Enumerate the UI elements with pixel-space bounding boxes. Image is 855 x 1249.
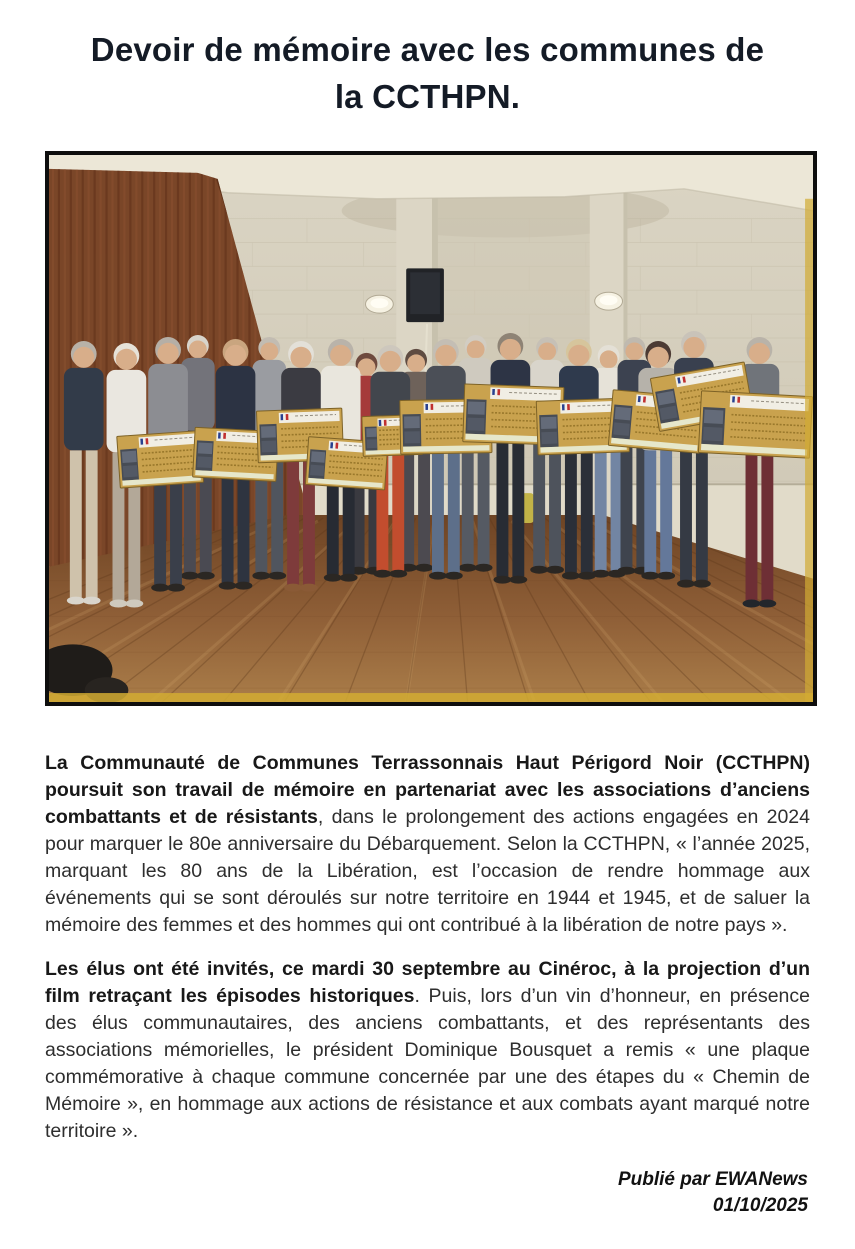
paragraph-1-rest: , dans le prolongement des actions engagées en 2024 pour marquer le 80e anniversaire du Débarquement. Selon la CCTHPN, « l’année 2025, marquant les 80 ans de la Libération, est l’occasion de rendre hommage aux événements qui se sont déroulés sur notre territoire en 1944 et 1945, et de saluer la mémoire des femmes et des hommes qui ont contribué à la libération de notre pays ». xyxy=(45,806,810,936)
article-body xyxy=(45,750,810,1145)
gold-edge-right xyxy=(805,199,813,702)
paragraph-2-lead: Les élus ont été invités, ce mardi 30 septembre au Cinéroc, à la projection d’un film retraçant les épisodes historiques xyxy=(45,958,810,1007)
page-title: Devoir de mémoire avec les communes de la CCTHPN. xyxy=(90,31,765,115)
plaque xyxy=(698,391,812,458)
paragraph-2-rest: . Puis, lors d’un vin d’honneur, en présence des élus communautaires, des anciens combattants, et des représentants des associations mémorielles, le président Dominique Bousquet a remis « une plaque commémorative à chaque commune concernée par une des étapes du « Chemin de Mémoire », en hommage aux actions de résistance et aux combats ayant marqué notre territoire ». xyxy=(45,985,810,1142)
plaque xyxy=(117,431,204,488)
paragraph-1 xyxy=(45,750,810,939)
article-photo xyxy=(45,151,817,706)
publication-date: 01/10/2025 xyxy=(712,1195,808,1216)
gold-edge-bottom xyxy=(49,693,813,702)
published-by: Publié par EWANews xyxy=(617,1169,808,1190)
paragraph-1-lead: La Communauté de Communes Terrassonnais Haut Périgord Noir (CCTHPN) poursuit son travail de mémoire en partenariat avec les associations d’anciens combattants et de résistants xyxy=(45,752,810,828)
photo-illustration xyxy=(49,155,813,702)
wall-sconce-left-glow xyxy=(370,298,388,308)
publication-footer xyxy=(45,1167,810,1219)
paragraph-2 xyxy=(45,956,810,1145)
speaker-grill xyxy=(410,272,440,314)
wall-sconce-right-glow xyxy=(600,295,618,305)
